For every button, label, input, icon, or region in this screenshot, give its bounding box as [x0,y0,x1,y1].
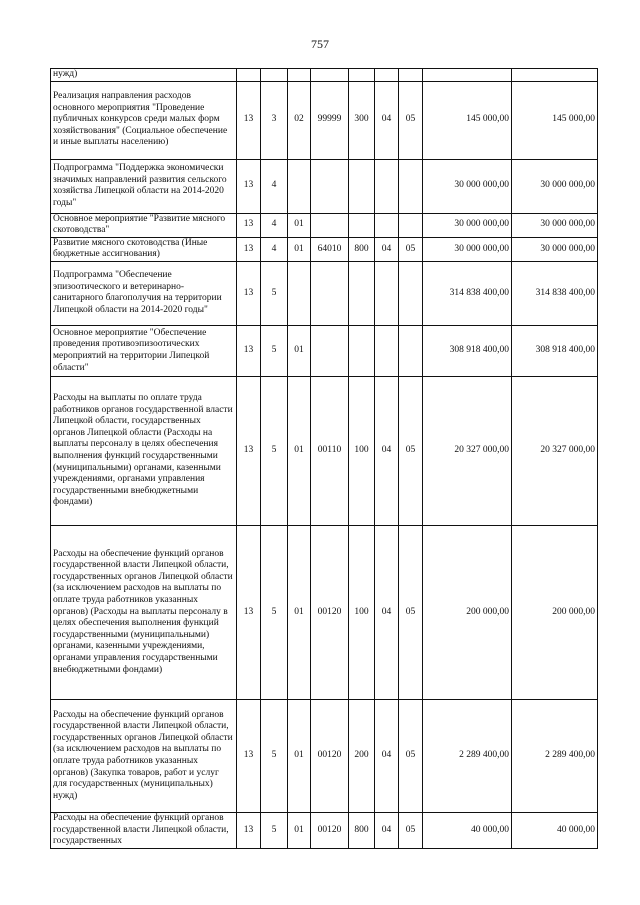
cell-subdivision [399,213,423,237]
cell-expense-type: 100 [349,376,375,525]
cell-division [375,213,399,237]
cell-section: 13 [237,325,261,376]
cell-direction: 00120 [311,699,349,812]
cell-expense-type [349,69,375,82]
cell-event: 01 [288,699,311,812]
cell-direction: 00120 [311,525,349,699]
cell-amount-1: 2 289 400,00 [423,699,512,812]
cell-program: 4 [261,213,288,237]
cell-description: Расходы на выплаты по оплате труда работников органов государственной власти Липецкой области, государственных органов Липецкой области (Расходы на выплаты персоналу в целях обеспечения выполнения функций государственными (муниципальными) органами, казенными учреждениями, органами управления государственными внебюджетными фондами) [51,376,237,525]
cell-amount-2: 30 000 000,00 [512,213,598,237]
cell-direction: 64010 [311,237,349,261]
cell-expense-type: 100 [349,525,375,699]
table-row [51,325,598,376]
cell-event: 01 [288,376,311,525]
cell-section: 13 [237,159,261,213]
cell-amount-1: 30 000 000,00 [423,237,512,261]
cell-expense-type: 200 [349,699,375,812]
table-row [51,376,598,525]
cell-program: 5 [261,699,288,812]
cell-expense-type [349,325,375,376]
table-row [51,525,598,699]
cell-section: 13 [237,81,261,159]
cell-amount-1: 20 327 000,00 [423,376,512,525]
cell-amount-1: 308 918 400,00 [423,325,512,376]
cell-subdivision [399,69,423,82]
cell-amount-1 [423,69,512,82]
cell-amount-1: 200 000,00 [423,525,512,699]
cell-subdivision [399,159,423,213]
cell-amount-2: 200 000,00 [512,525,598,699]
cell-amount-1: 30 000 000,00 [423,213,512,237]
cell-direction: 99999 [311,81,349,159]
cell-amount-2: 2 289 400,00 [512,699,598,812]
cell-division [375,69,399,82]
cell-expense-type [349,261,375,325]
cell-subdivision: 05 [399,81,423,159]
cell-description: Расходы на обеспечение функций органов государственной власти Липецкой области, государственных органов Липецкой области (за исключением расходов на выплаты по оплате труда работников указанных органов) (Закупка товаров, работ и услуг для государственных (муниципальных) нужд) [51,699,237,812]
cell-section [237,69,261,82]
cell-direction: 00110 [311,376,349,525]
cell-subdivision: 05 [399,376,423,525]
cell-amount-2 [512,69,598,82]
cell-amount-2: 20 327 000,00 [512,376,598,525]
cell-description: Подпрограмма "Обеспечение эпизоотического и ветеринарно-санитарного благополучия на территории Липецкой области на 2014-2020 годы" [51,261,237,325]
cell-expense-type: 800 [349,237,375,261]
cell-section: 13 [237,237,261,261]
cell-event: 01 [288,325,311,376]
cell-description: Основное мероприятие "Развитие мясного скотоводства" [51,213,237,237]
cell-description: Реализация направления расходов основного мероприятия "Проведение публичных конкурсов среди малых форм хозяйствования" (Социальное обеспечение и иные выплаты населению) [51,81,237,159]
cell-section: 13 [237,213,261,237]
cell-division: 04 [375,81,399,159]
table-row [51,261,598,325]
cell-amount-2: 145 000,00 [512,81,598,159]
cell-program: 5 [261,525,288,699]
cell-division: 04 [375,525,399,699]
cell-description: нужд) [51,69,237,82]
cell-program: 4 [261,237,288,261]
cell-program: 5 [261,812,288,848]
table-row [51,812,598,848]
cell-amount-1: 145 000,00 [423,81,512,159]
table-row [51,213,598,237]
cell-description: Расходы на обеспечение функций органов государственной власти Липецкой области, государственных органов Липецкой области (за исключением расходов на выплаты по оплате труда работников указанных органов) (Расходы на выплаты персоналу в целях обеспечения выполнения функций государственными (муниципальными) органами, казенными учреждениями, органами управления государственными внебюджетными фондами) [51,525,237,699]
table-body [51,69,598,849]
cell-subdivision: 05 [399,699,423,812]
cell-event [288,261,311,325]
cell-division: 04 [375,812,399,848]
cell-division: 04 [375,237,399,261]
cell-subdivision: 05 [399,525,423,699]
cell-event: 01 [288,525,311,699]
cell-subdivision: 05 [399,237,423,261]
cell-program: 5 [261,376,288,525]
cell-section: 13 [237,525,261,699]
cell-expense-type [349,159,375,213]
cell-direction [311,69,349,82]
cell-section: 13 [237,376,261,525]
cell-subdivision [399,325,423,376]
page-number: 757 [311,37,329,51]
cell-program: 3 [261,81,288,159]
cell-event [288,159,311,213]
cell-description: Расходы на обеспечение функций органов государственной власти Липецкой области, государственных [51,812,237,848]
budget-table [50,68,598,849]
cell-program: 4 [261,159,288,213]
cell-event [288,69,311,82]
cell-expense-type: 300 [349,81,375,159]
cell-amount-2: 308 918 400,00 [512,325,598,376]
cell-description: Основное мероприятие "Обеспечение проведения противоэпизоотических мероприятий на территории Липецкой области" [51,325,237,376]
table-row [51,159,598,213]
cell-direction [311,213,349,237]
cell-event: 01 [288,812,311,848]
cell-amount-2: 30 000 000,00 [512,159,598,213]
cell-amount-2: 30 000 000,00 [512,237,598,261]
cell-amount-2: 314 838 400,00 [512,261,598,325]
cell-direction [311,325,349,376]
cell-direction: 00120 [311,812,349,848]
cell-division [375,159,399,213]
cell-direction [311,159,349,213]
cell-division [375,261,399,325]
cell-event: 01 [288,213,311,237]
cell-program [261,69,288,82]
table-row [51,69,598,82]
cell-division [375,325,399,376]
cell-description: Подпрограмма "Поддержка экономически значимых направлений развития сельского хозяйства Липецкой области на 2014-2020 годы" [51,159,237,213]
cell-direction [311,261,349,325]
cell-division: 04 [375,376,399,525]
cell-event: 01 [288,237,311,261]
cell-program: 5 [261,261,288,325]
cell-expense-type [349,213,375,237]
cell-program: 5 [261,325,288,376]
cell-section: 13 [237,699,261,812]
cell-amount-2: 40 000,00 [512,812,598,848]
cell-subdivision: 05 [399,812,423,848]
table-row [51,81,598,159]
table-row [51,237,598,261]
cell-subdivision [399,261,423,325]
table-row [51,699,598,812]
cell-amount-1: 314 838 400,00 [423,261,512,325]
cell-section: 13 [237,261,261,325]
cell-event: 02 [288,81,311,159]
cell-section: 13 [237,812,261,848]
cell-amount-1: 40 000,00 [423,812,512,848]
cell-amount-1: 30 000 000,00 [423,159,512,213]
cell-expense-type: 800 [349,812,375,848]
cell-division: 04 [375,699,399,812]
cell-description: Развитие мясного скотоводства (Иные бюджетные ассигнования) [51,237,237,261]
